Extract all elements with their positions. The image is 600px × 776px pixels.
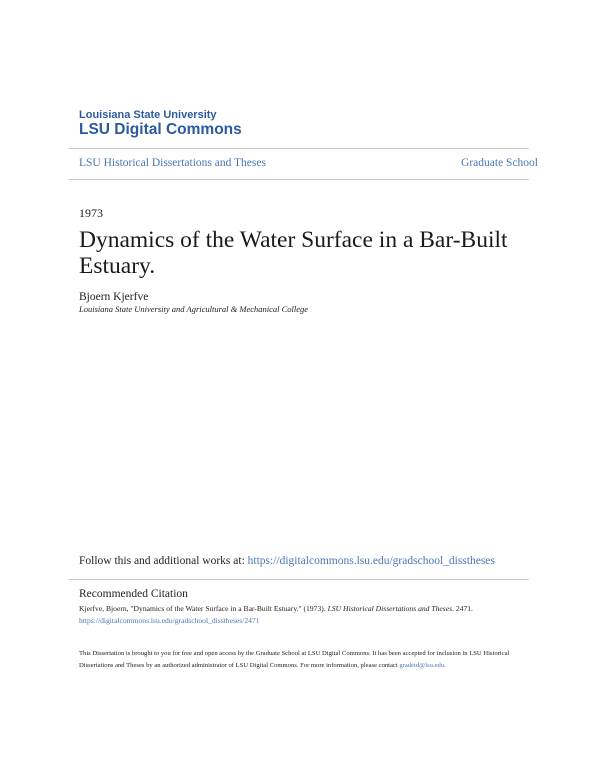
citation-url-link[interactable]: https://digitalcommons.lsu.edu/gradschool_disstheses/2471 (79, 616, 260, 625)
contact-email-link[interactable]: gradetd@lsu.edu (399, 662, 445, 669)
follow-line (79, 555, 495, 567)
follow-url-link[interactable]: https://digitalcommons.lsu.edu/gradschool_disstheses (247, 555, 495, 567)
bottom-divider (69, 179, 529, 180)
collection-link[interactable]: LSU Historical Dissertations and Theses (79, 157, 266, 169)
citation-divider (69, 579, 529, 580)
graduate-school-link[interactable]: Graduate School (461, 157, 538, 169)
document-title: Dynamics of the Water Surface in a Bar-Built Estuary. (79, 227, 508, 279)
publication-year: 1973 (79, 206, 103, 220)
repository-name[interactable]: LSU Digital Commons (79, 121, 242, 138)
follow-label: Follow this and additional works at: (79, 555, 248, 567)
citation-series: LSU Historical Dissertations and Theses (327, 604, 453, 613)
citation-text (79, 603, 529, 627)
citation-start: Kjerfve, Bjoern, "Dynamics of the Water Surface in a Bar-Built Estuary." (1973). (79, 604, 328, 613)
recommended-citation-heading: Recommended Citation (79, 588, 188, 600)
author-affiliation: Louisiana State University and Agricultural & Mechanical College (79, 304, 309, 314)
top-divider (69, 148, 529, 149)
institution-name: Louisiana State University (79, 109, 217, 121)
notice-text: This Dissertation is brought to you for free and open access by the Graduate School at LSU Digital Commons. It has been accepted for inclusion in LSU Historical Dissertations and Theses by an authorized administrator of LSU Digital Commons. For more information, please contact (79, 650, 510, 669)
access-notice (79, 648, 529, 672)
notice-end: . (444, 662, 446, 669)
citation-end: . 2471. (452, 604, 473, 613)
author-name: Bjoern Kjerfve (79, 291, 149, 303)
